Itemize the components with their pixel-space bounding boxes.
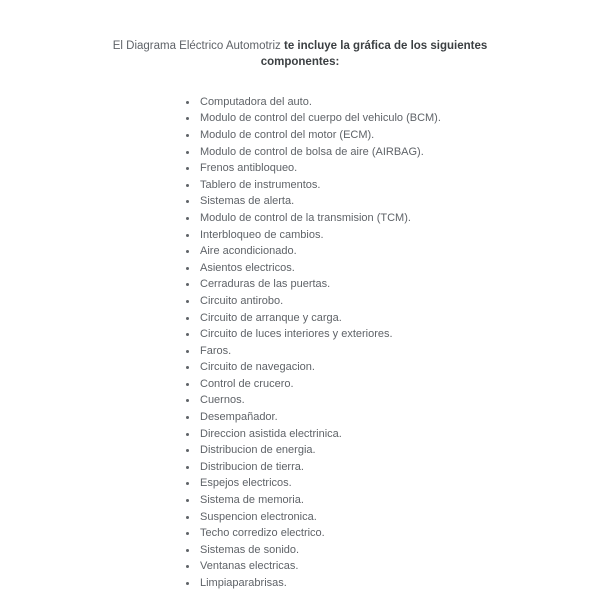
bullet-icon xyxy=(186,499,189,502)
list-item xyxy=(186,559,600,576)
list-item-text: Asientos electricos. xyxy=(200,261,295,274)
list-item-text: Direccion asistida electrinica. xyxy=(200,427,342,440)
list-item xyxy=(186,409,600,426)
bullet-icon xyxy=(186,399,189,402)
list-item-text: Control de crucero. xyxy=(200,377,294,390)
bullet-icon xyxy=(186,217,189,220)
list-item-text: Sistemas de sonido. xyxy=(200,543,300,556)
bullet-icon xyxy=(186,101,189,104)
list-item xyxy=(186,194,600,211)
page-title xyxy=(100,0,500,70)
bullet-icon xyxy=(186,549,189,552)
list-item xyxy=(186,293,600,310)
list-item xyxy=(186,160,600,177)
bullet-icon xyxy=(186,200,189,203)
list-item-text: Aire acondicionado. xyxy=(200,245,297,258)
bullet-icon xyxy=(186,366,189,369)
bullet-icon xyxy=(186,167,189,170)
list-item-text: Techo corredizo electrico. xyxy=(200,527,325,540)
list-item xyxy=(186,127,600,144)
bullet-icon xyxy=(186,300,189,303)
list-item-text: Sistema de memoria. xyxy=(200,494,304,507)
list-item xyxy=(186,360,600,377)
bullet-icon xyxy=(186,234,189,237)
bullet-icon xyxy=(186,134,189,137)
bullet-icon xyxy=(186,383,189,386)
list-item-text: Faros. xyxy=(200,344,232,357)
bullet-icon xyxy=(186,283,189,286)
bullet-icon xyxy=(186,516,189,519)
list-item-text: Cerraduras de las puertas. xyxy=(200,278,331,291)
bullet-icon xyxy=(186,582,189,585)
list-item-text: Circuito de arranque y carga. xyxy=(200,311,342,324)
list-item xyxy=(186,542,600,559)
bullet-icon xyxy=(186,267,189,270)
list-item xyxy=(186,376,600,393)
bullet-icon xyxy=(186,184,189,187)
list-item-text: Suspencion electronica. xyxy=(200,510,317,523)
list-item-text: Circuito de navegacion. xyxy=(200,361,315,374)
list-item xyxy=(186,393,600,410)
list-item-text: Distribucion de tierra. xyxy=(200,460,304,473)
component-list xyxy=(186,94,600,592)
bullet-icon xyxy=(186,151,189,154)
bullet-icon xyxy=(186,317,189,320)
list-item xyxy=(186,210,600,227)
list-item xyxy=(186,111,600,128)
bullet-icon xyxy=(186,433,189,436)
list-item xyxy=(186,144,600,161)
list-item xyxy=(186,277,600,294)
list-item-text: Espejos electricos. xyxy=(200,477,292,490)
bullet-icon xyxy=(186,532,189,535)
list-item xyxy=(186,310,600,327)
bullet-icon xyxy=(186,482,189,485)
list-item-text: Modulo de control del motor (ECM). xyxy=(200,128,375,141)
list-item xyxy=(186,575,600,592)
list-item xyxy=(186,509,600,526)
list-item-text: Frenos antibloqueo. xyxy=(200,162,298,175)
list-item xyxy=(186,442,600,459)
bullet-icon xyxy=(186,466,189,469)
bullet-icon xyxy=(186,350,189,353)
list-item-text: Modulo de control del cuerpo del vehiculo (BCM). xyxy=(200,112,441,125)
bullet-icon xyxy=(186,333,189,336)
bullet-icon xyxy=(186,565,189,568)
title-regular-text: El Diagrama Eléctrico Automotriz xyxy=(112,40,285,52)
list-item-text: Cuernos. xyxy=(200,394,245,407)
list-item-text: Distribucion de energia. xyxy=(200,444,316,457)
list-item-text: Computadora del auto. xyxy=(200,95,312,108)
list-item-text: Desempañador. xyxy=(200,411,278,424)
list-item xyxy=(186,177,600,194)
list-item xyxy=(186,426,600,443)
list-item-text: Circuito antirobo. xyxy=(200,294,284,307)
list-item-text: Circuito de luces interiores y exteriores. xyxy=(200,328,393,341)
list-item-text: Limpiaparabrisas. xyxy=(200,577,287,590)
list-item xyxy=(186,227,600,244)
list-item xyxy=(186,492,600,509)
list-item-text: Sistemas de alerta. xyxy=(200,195,295,208)
list-item-text: Modulo de control de la transmision (TCM). xyxy=(200,211,411,224)
list-item-text: Ventanas electricas. xyxy=(200,560,299,573)
bullet-icon xyxy=(186,117,189,120)
list-item xyxy=(186,243,600,260)
bullet-icon xyxy=(186,449,189,452)
list-item xyxy=(186,326,600,343)
list-item-text: Tablero de instrumentos. xyxy=(200,178,321,191)
title-bold-text: te incluye la gráfica de los siguientes componentes: xyxy=(260,40,488,68)
list-item-text: Modulo de control de bolsa de aire (AIRBAG). xyxy=(200,145,424,158)
list-item xyxy=(186,476,600,493)
list-item xyxy=(186,459,600,476)
list-item-text: Interbloqueo de cambios. xyxy=(200,228,324,241)
bullet-icon xyxy=(186,250,189,253)
list-item xyxy=(186,260,600,277)
list-item xyxy=(186,343,600,360)
list-item xyxy=(186,94,600,111)
bullet-icon xyxy=(186,416,189,419)
list-item xyxy=(186,525,600,542)
